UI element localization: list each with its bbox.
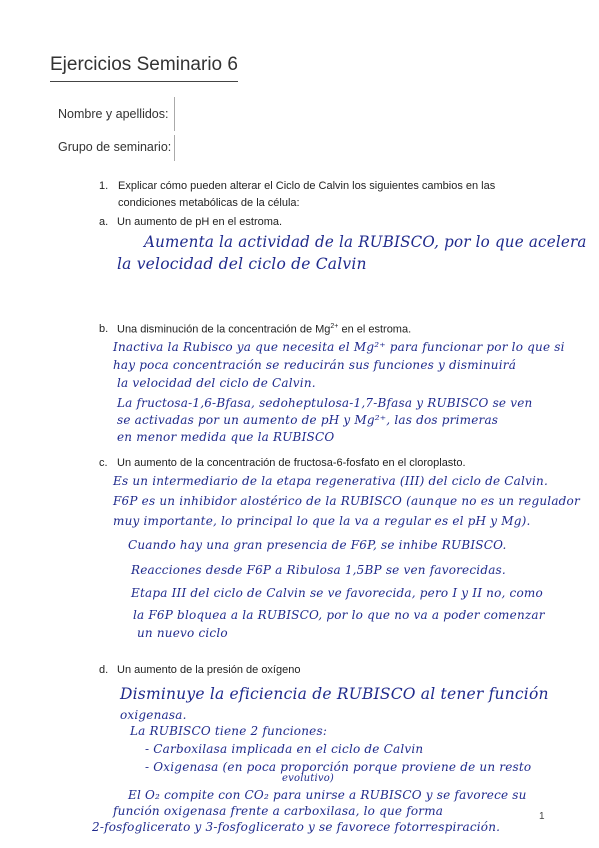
item-a-prompt: Un aumento de pH en el estroma.	[117, 216, 283, 228]
item-c-answer-line: muy importante, lo principal lo que la va a regular es el pH y Mg).	[113, 514, 531, 528]
item-c-answer-line: la F6P bloquea a la RUBISCO, por lo que no va a poder comenzar	[133, 608, 545, 622]
item-d-answer-line: El O₂ compite con CO₂ para unirse a RUBISCO y se favorece su	[128, 788, 527, 802]
item-c-answer-line: F6P es un inhibidor alostérico de la RUBISCO (aunque no es un regulador	[113, 494, 580, 508]
item-a-letter: a.	[99, 216, 109, 228]
item-d-answer-line: evolutivo)	[282, 773, 335, 784]
item-a-answer-line: Aumenta la actividad de la RUBISCO, por lo que acelera	[144, 233, 587, 251]
name-field-label: Nombre y apellidos:	[58, 107, 169, 121]
item-d-answer-line: - Carboxilasa implicada en el ciclo de Calvin	[145, 742, 424, 756]
item-b-prompt-sup: 2+	[330, 323, 339, 330]
item-b-answer-line: hay poca concentración se reducirán sus funciones y disminuirá	[113, 358, 517, 372]
item-c-letter: c.	[99, 457, 108, 469]
page-title: Ejercicios Seminario 6	[50, 54, 238, 75]
item-b-prompt-pre: Una disminución de la concentración de Mg	[117, 323, 331, 336]
item-d-answer-line: La RUBISCO tiene 2 funciones:	[130, 724, 328, 738]
item-d-prompt: Un aumento de la presión de oxígeno	[117, 664, 301, 676]
item-b-answer-line: Inactiva la Rubisco ya que necesita el Mg²⁺ para funcionar por lo que si	[113, 340, 565, 354]
item-d-answer-line: función oxigenasa frente a carboxilasa, lo que forma	[113, 804, 444, 818]
item-c-answer-line: Es un intermediario de la etapa regenerativa (III) del ciclo de Calvin.	[113, 474, 549, 488]
item-a-answer-line: la velocidad del ciclo de Calvin	[117, 255, 367, 273]
page-number: 1	[539, 811, 545, 822]
item-c-answer-line: un nuevo ciclo	[137, 626, 228, 640]
item-b-answer-line: en menor medida que la RUBISCO	[117, 430, 335, 444]
item-c-answer-line: Etapa III del ciclo de Calvin se ve favorecida, pero I y II no, como	[131, 586, 543, 600]
item-b-prompt	[117, 323, 411, 336]
item-d-answer-line: oxigenasa.	[120, 708, 187, 722]
group-field-label: Grupo de seminario:	[58, 140, 172, 154]
item-b-answer-line: La fructosa-1,6-Bfasa, sedoheptulosa-1,7-Bfasa y RUBISCO se ven	[117, 396, 533, 410]
item-d-answer-line: - Oxigenasa (en poca proporción porque proviene de un resto	[145, 760, 532, 774]
item-c-answer-line: Reacciones desde F6P a Ribulosa 1,5BP se ven favorecidas.	[131, 563, 506, 577]
item-c-prompt: Un aumento de la concentración de fructosa-6-fosfato en el cloroplasto.	[117, 457, 466, 469]
group-field-input-line	[174, 135, 175, 161]
item-d-answer-line: 2-fosfoglicerato y 3-fosfoglicerato y se favorece fotorrespiración.	[92, 820, 501, 834]
item-d-answer-line: Disminuye la eficiencia de RUBISCO al tener función	[120, 685, 549, 703]
item-b-prompt-post: en el estroma.	[338, 323, 412, 336]
item-b-letter: b.	[99, 323, 109, 335]
item-c-answer-line: Cuando hay una gran presencia de F6P, se inhibe RUBISCO.	[128, 538, 507, 552]
item-b-answer-line: la velocidad del ciclo de Calvin.	[117, 376, 316, 390]
question-text-line1: Explicar cómo pueden alterar el Ciclo de Calvin los siguientes cambios en las	[118, 180, 496, 192]
item-b-answer-line: se activadas por un aumento de pH y Mg²⁺, las dos primeras	[117, 413, 499, 427]
name-field-input-line	[174, 97, 175, 131]
title-underline	[50, 81, 238, 82]
question-text-line2: condiciones metabólicas de la célula:	[118, 197, 300, 209]
item-d-letter: d.	[99, 664, 109, 676]
question-number: 1.	[99, 180, 109, 192]
